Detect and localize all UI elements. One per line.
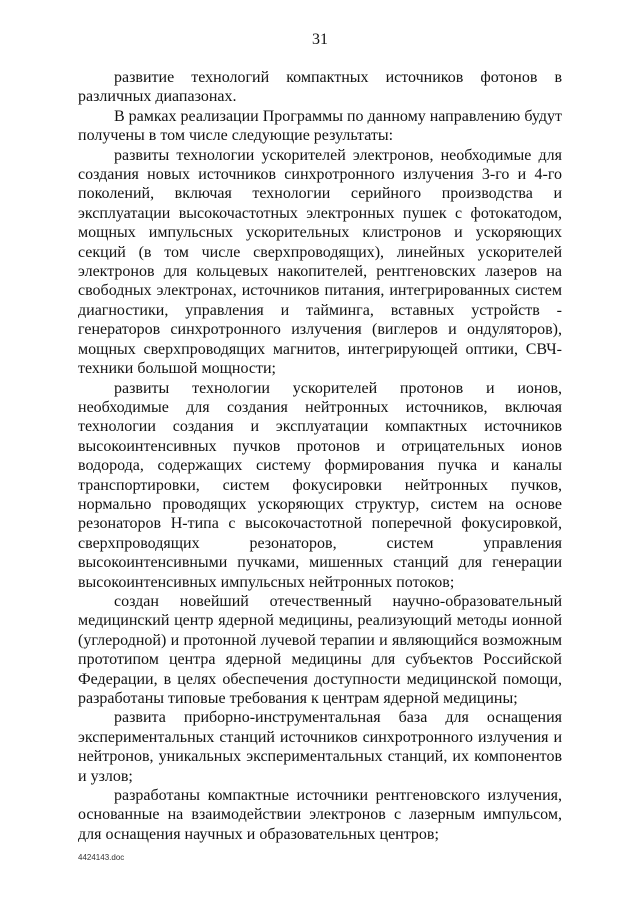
document-body — [78, 68, 562, 844]
paragraph-photon-sources: развитие технологий компактных источников фотонов в различных диапазонах. — [78, 69, 562, 106]
document-file-id: 4424143.doc — [78, 853, 125, 862]
paragraph-instrumental-base: развита приборно-инструментальная база для оснащения экспериментальных станций источников синхротронного излучения и нейтронов, уникальных экспериментальных станций, их компонентов и узлов; — [78, 709, 562, 785]
paragraph-nuclear-medicine-center: создан новейший отечественный научно-образовательный медицинский центр ядерной медицины, реализующий методы ионной (углеродной) и протонной лучевой терапии и являющийся возможным прототипом центра ядерной медицины для субъектов Российской Федерации, в целях обеспечения доступности медицинской помощи, разработаны типовые требования к центрам ядерной медицины; — [78, 592, 562, 707]
paragraph-program-results-intro: В рамках реализации Программы по данному направлению будут получены в том числе следующие результаты: — [78, 107, 562, 145]
paragraph-compact-xray-sources: разработаны компактные источники рентгеновского излучения, основанные на взаимодействии электронов с лазерным импульсом, для оснащения научных и образовательных центров; — [78, 787, 562, 843]
page-number: 31 — [312, 31, 328, 48]
paragraph-electron-accelerators: развиты технологии ускорителей электронов, необходимые для создания новых источников синхротронного излучения 3-го и 4-го поколений, включая технологии серийного производства и эксплуатации высокочастотных электронных пушек с фотокатодом, мощных импульсных ускорительных клистронов и ускоряющих секций (в том числе сверхпроводящих), линейных ускорителей электронов для кольцевых накопителей, рентгеновских лазеров на свободных электронах, источников питания, интегрированных систем диагностики, управления и тайминга, вставных устройств - генераторов синхротронного излучения (виглеров и ондуляторов), мощных сверхпроводящих магнитов, интегрирующей оптики, СВЧ-техники большой мощности; — [78, 146, 562, 378]
paragraph-proton-ion-accelerators: развиты технологии ускорителей протонов и ионов, необходимые для создания нейтронных источников, включая технологии создания и эксплуатации компактных источников высокоинтенсивных пучков протонов и отрицательных ионов водорода, содержащих систему формирования пучка и каналы транспортировки, систем фокусировки нейтронных пучков, нормально проводящих ускоряющих структур, систем на основе резонаторов Н-типа с высокочастотной поперечной фокусировкой, сверхпроводящих резонаторов, систем управления высокоинтенсивными пучками, мишенных станций для генерации высокоинтенсивных импульсных нейтронных потоков; — [78, 379, 562, 591]
